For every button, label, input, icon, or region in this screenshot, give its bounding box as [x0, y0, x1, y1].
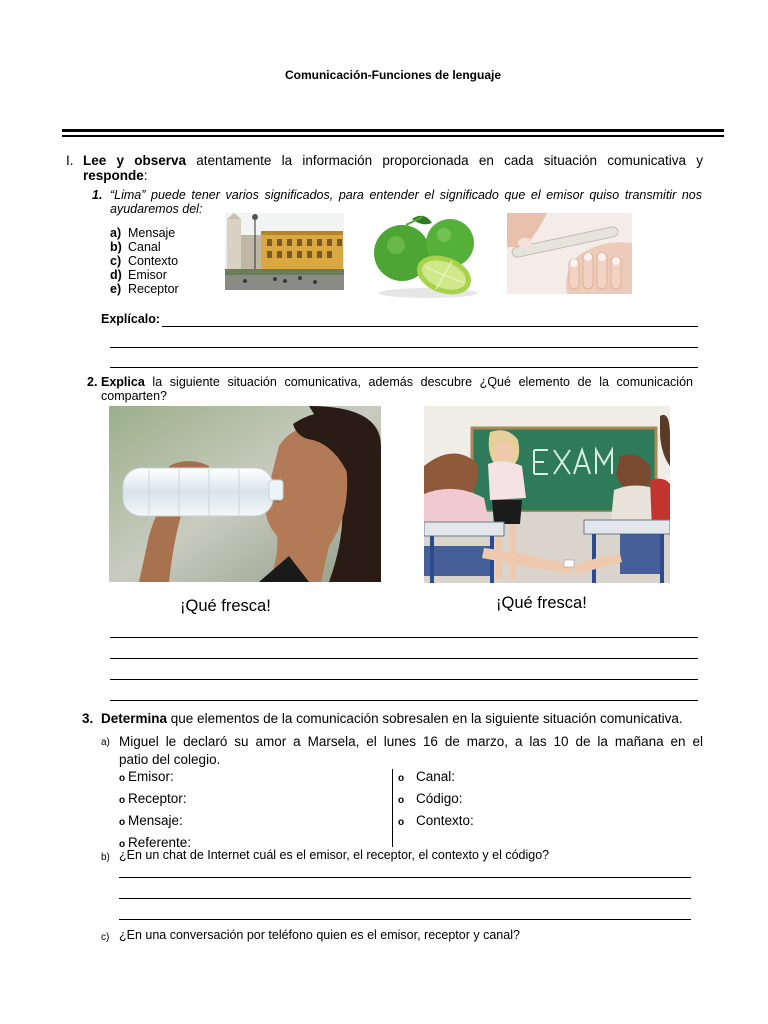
q2-text-line2: comparten?: [101, 389, 168, 403]
q1-options: [110, 226, 179, 296]
limes-photo: [372, 213, 484, 298]
caption-left: ¡Qué fresca!: [180, 597, 271, 615]
option-b: b) Canal: [110, 240, 161, 254]
section-numeral: I.: [66, 153, 74, 168]
answer-line[interactable]: [110, 367, 698, 368]
q3a-line2: patio del colegio.: [119, 752, 221, 767]
instruction-bold-2: responde: [83, 168, 144, 183]
option-e: e) Receptor: [110, 282, 179, 296]
elements-left-column: [119, 767, 191, 855]
answer-line[interactable]: [162, 326, 698, 327]
option-a: a) Mensaje: [110, 226, 176, 240]
item-referente: o Referente:: [119, 835, 192, 850]
q3a-letter: a): [101, 737, 110, 748]
answer-line[interactable]: [110, 347, 698, 348]
elements-right-column: [398, 767, 474, 833]
explain-label: Explícalo:: [101, 312, 161, 326]
item-emisor: o Emisor:: [119, 769, 174, 784]
item-contexto: o Contexto:: [398, 813, 474, 828]
q2-number: 2.: [87, 375, 98, 389]
answer-line[interactable]: [110, 637, 698, 638]
answer-line[interactable]: [119, 898, 691, 899]
nail-file-photo: [507, 213, 632, 294]
item-receptor: o Receptor:: [119, 791, 187, 806]
answer-line[interactable]: [110, 700, 698, 701]
q1-text-line1: “Lima” puede tener varios significados, para entender el significado que el emisor quiso transmitir nos: [110, 188, 702, 202]
q3b-letter: b): [101, 852, 110, 863]
title-divider: [62, 129, 724, 137]
q3c-letter: c): [101, 932, 110, 943]
q1-number: 1.: [92, 188, 103, 202]
option-c: c) Contexto: [110, 254, 179, 268]
section-instruction: [83, 153, 703, 169]
caption-right: ¡Qué fresca!: [496, 594, 587, 612]
q3a-line1: Miguel le declaró su amor a Marsela, el lunes 16 de marzo, a las 10 de la mañana en el: [119, 734, 703, 749]
woman-drinking-water-photo: [109, 406, 381, 582]
q1-text-line2: ayudaremos del:: [110, 202, 203, 216]
section-instruction-line2: [83, 168, 148, 184]
item-mensaje: o Mensaje:: [119, 813, 183, 828]
item-codigo: o Código:: [398, 791, 463, 806]
answer-line[interactable]: [119, 877, 691, 878]
option-d: d) Emisor: [110, 268, 167, 282]
q3b-text: ¿En un chat de Internet cuál es el emisor, el receptor, el contexto y el código?: [119, 848, 550, 862]
q3-number: 3.: [82, 711, 94, 726]
page-title: Comunicación-Funciones de lenguaje: [284, 68, 502, 82]
item-canal: o Canal:: [398, 769, 456, 784]
answer-line[interactable]: [110, 679, 698, 680]
instruction-bold-1: Lee y observa: [83, 153, 187, 168]
answer-line[interactable]: [110, 658, 698, 659]
q3-text: Determina que elementos de la comunicación sobresalen en la siguiente situación comunicativa.: [101, 711, 683, 726]
classroom-exam-photo: [424, 406, 670, 583]
answer-line[interactable]: [119, 919, 691, 920]
instruction-text-2: :: [143, 168, 148, 183]
column-divider: [392, 769, 393, 847]
q3c-text: ¿En una conversación por teléfono quien es el emisor, receptor y canal?: [119, 928, 520, 942]
city-plaza-photo: [225, 213, 344, 290]
q2-text-line1: Explica la siguiente situación comunicativa, además descubre ¿Qué elemento de la comunicación: [101, 375, 693, 389]
instruction-text-1: atentamente la información proporcionada en cada situación comunicativa y: [186, 153, 703, 168]
